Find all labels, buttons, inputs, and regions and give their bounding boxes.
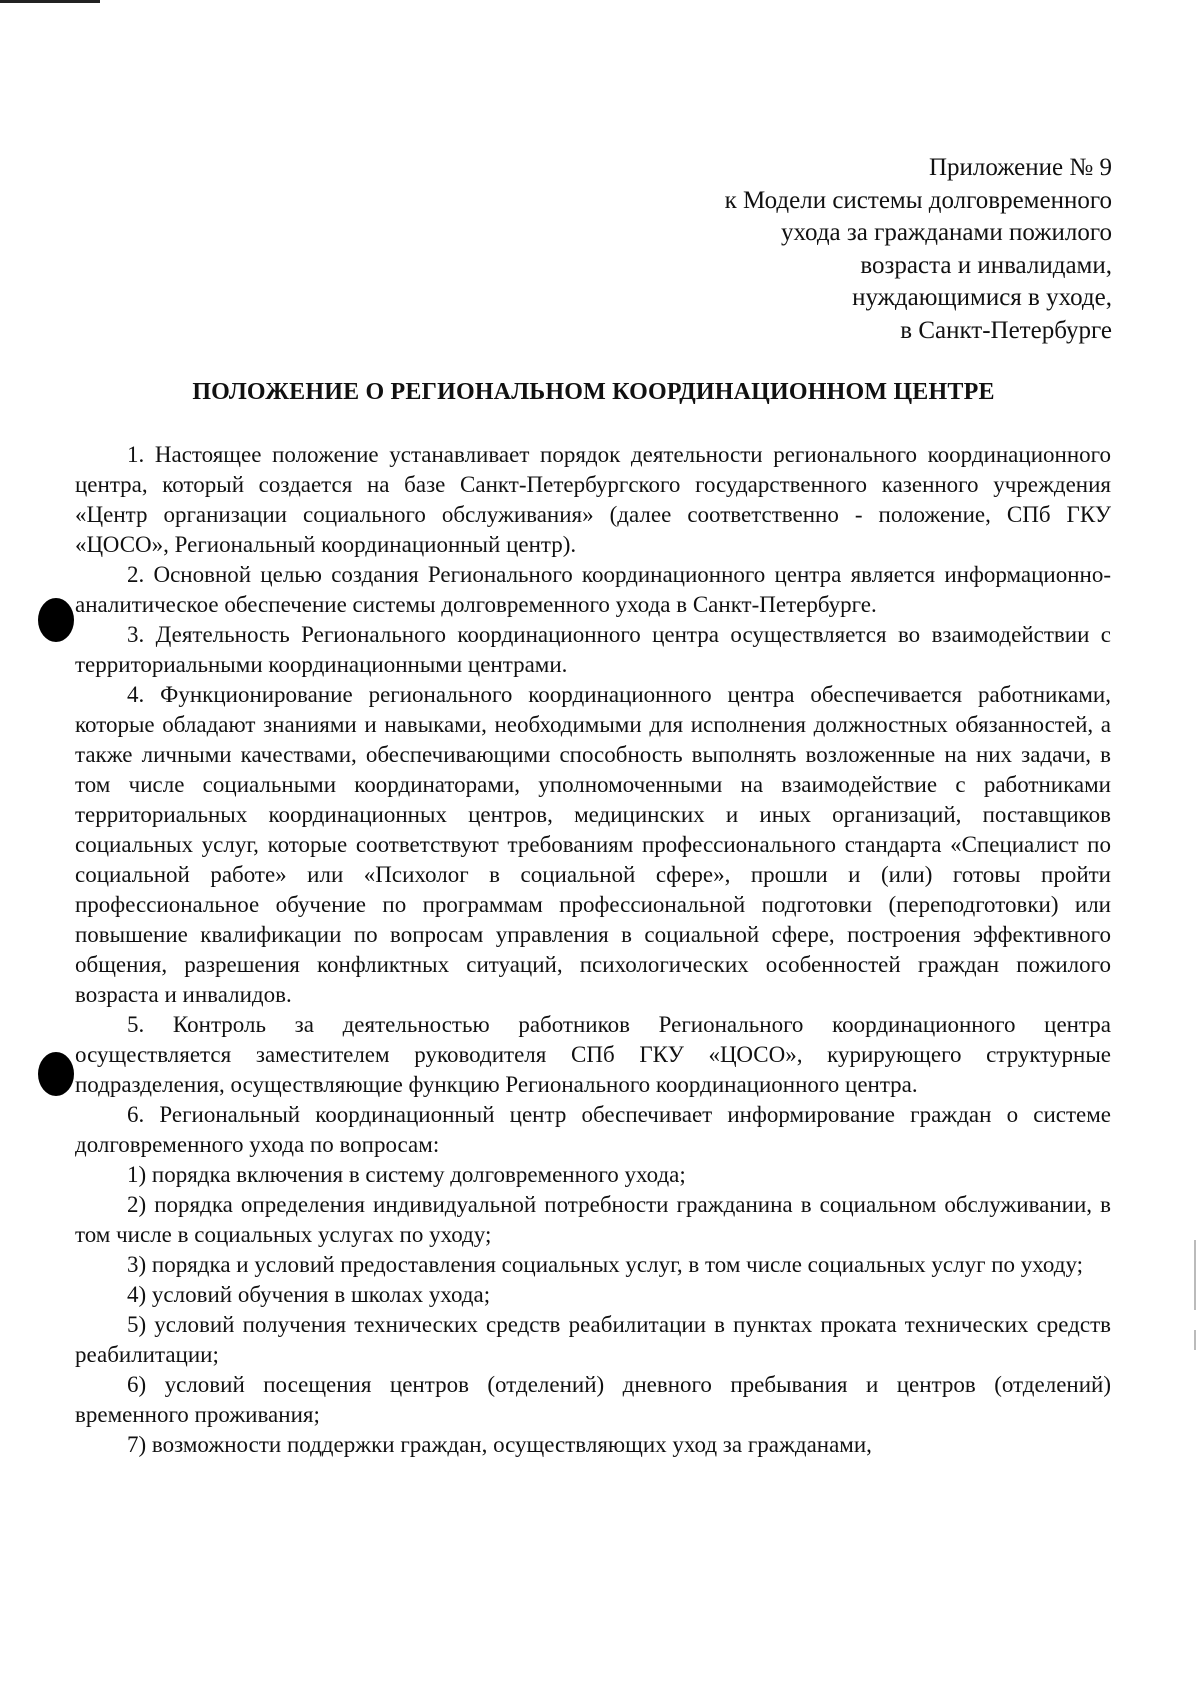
punch-hole-mark: [38, 598, 74, 642]
scan-edge-mark: [0, 0, 100, 3]
paragraph: 5. Контроль за деятельностью работников Регионального координационного центра осуществляется заместителем руководителя СПб ГКУ «ЦОСО», курирующего структурные подразделения, осуществляющие функцию Регионального координационного центра.: [75, 1012, 1111, 1097]
appendix-line: в Санкт-Петербурге: [900, 316, 1112, 344]
appendix-line: возраста и инвалидами,: [860, 251, 1112, 279]
list-item: 6) условий посещения центров (отделений) дневного пребывания и центров (отделений) временного проживания;: [75, 1372, 1111, 1427]
document-body: [75, 440, 1111, 1460]
list-item: 5) условий получения технических средств реабилитации в пунктах проката технических средств реабилитации;: [75, 1312, 1111, 1367]
list-item: 3) порядка и условий предоставления социальных услуг, в том числе социальных услуг по уходу;: [127, 1252, 1084, 1277]
list-item: 7) возможности поддержки граждан, осуществляющих уход за гражданами,: [127, 1432, 872, 1457]
scan-edge-mark: [1194, 1240, 1196, 1310]
list-item: 4) условий обучения в школах ухода;: [127, 1282, 491, 1307]
list-item: 2) порядка определения индивидуальной потребности гражданина в социальном обслуживании, в том числе в социальных услугах по уходу;: [75, 1192, 1111, 1247]
paragraph: 6. Региональный координационный центр обеспечивает информирование граждан о системе долговременного ухода по вопросам:: [75, 1102, 1111, 1157]
appendix-line: к Модели системы долговременного: [724, 186, 1112, 214]
appendix-header: [725, 152, 1112, 347]
appendix-line: нуждающимися в уходе,: [852, 284, 1112, 311]
scan-edge-mark: [1194, 1330, 1196, 1350]
paragraph: 2. Основной целью создания Регионального координационного центра является информационно-аналитическое обеспечение системы долговременного ухода в Санкт-Петербурге.: [75, 562, 1111, 617]
list-item: 1) порядка включения в систему долговременного ухода;: [127, 1162, 686, 1187]
punch-hole-mark: [38, 1052, 74, 1096]
document-title: ПОЛОЖЕНИЕ О РЕГИОНАЛЬНОМ КООРДИНАЦИОННОМ ЦЕНТРЕ: [192, 379, 995, 405]
paragraph: 4. Функционирование регионального координационного центра обеспечивается работниками, которые обладают знаниями и навыками, необходимыми для исполнения должностных обязанностей, а также личными качествами, обеспечивающими способность выполнять возложенные на них задачи, в том числе социальными координаторами, уполномоченными на взаимодействие с работниками территориальных координационных центров, медицинских и иных организаций, поставщиков социальных услуг, которые соответствуют требованиям профессионального стандарта «Специалист по социальной работе» или «Психолог в социальной сфере», прошли и (или) готовы пройти профессиональное обучение по программам профессиональной подготовки (переподготовки) или повышение квалификации по вопросам управления в социальной сфере, построения эффективного общения, разрешения конфликтных ситуаций, психологических особенностей граждан пожилого возраста и инвалидов.: [75, 682, 1111, 1007]
paragraph: 3. Деятельность Регионального координационного центра осуществляется во взаимодействии с территориальными координационными центрами.: [75, 622, 1111, 677]
appendix-line: Приложение № 9: [928, 154, 1112, 181]
appendix-line: ухода за гражданами пожилого: [781, 219, 1112, 246]
paragraph: 1. Настоящее положение устанавливает порядок деятельности регионального координационного центра, который создается на базе Санкт-Петербургского государственного казенного учреждения «Центр организации социального обслуживания» (далее соответственно - положение, СПб ГКУ «ЦОСО», Региональный координационный центр).: [75, 442, 1111, 557]
